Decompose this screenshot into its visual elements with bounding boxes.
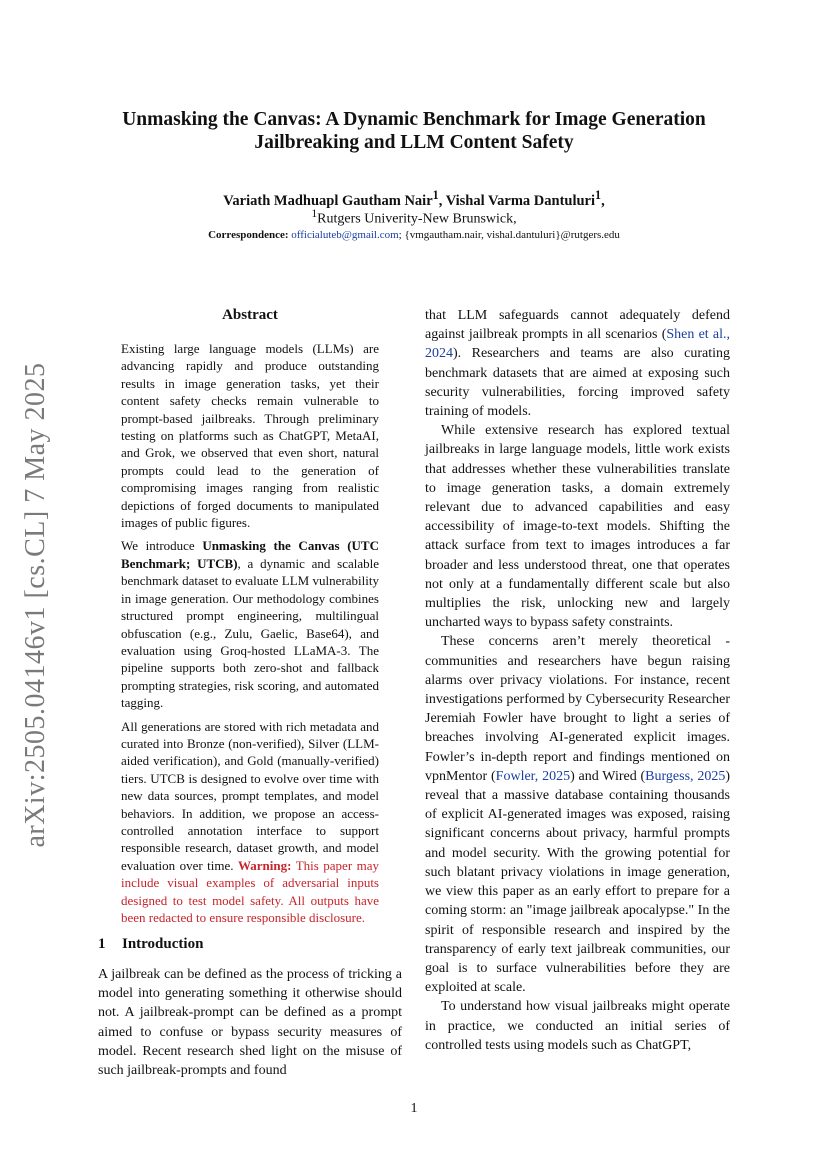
title-line-2: Jailbreaking and LLM Content Safety xyxy=(254,132,574,153)
author-2: Vishal Varma Dantuluri xyxy=(445,192,596,209)
correspondence-line xyxy=(80,229,748,241)
correspondence-email-link[interactable]: officialuteb@gmail.com xyxy=(291,229,399,241)
right-p1-rest: ). Researchers and teams are also curating benchmark datasets that are aimed at exposing such security vulnerabilities, forcing improved safety training of models. xyxy=(425,346,730,420)
citation-shen[interactable]: Shen et al., 2024 xyxy=(425,327,730,362)
title-line-1: Unmasking the Canvas: A Dynamic Benchmark for Image Generation xyxy=(122,109,706,130)
section-title: Introduction xyxy=(122,936,204,952)
right-paragraph-2: While extensive research has explored textual jailbreaks in large language models, little work exists that addresses whether these vulnerabilities translate to image generation tasks, a domain extremely relevant due to advanced capabilities and easy accessibility of image-to-text models. Shifting the attack surface from text to images introduces a far broader and less understood threat, one that operates not only at a fundamentally different scale but also multiplies the risk, unlocking new and largely uncharted ways to bypass safety constraints. xyxy=(425,423,730,631)
correspondence-label: Correspondence: xyxy=(208,229,289,241)
abstract-body xyxy=(121,340,379,932)
affiliation xyxy=(80,207,748,228)
warning-text: This paper may include visual examples of adversarial inputs designed to test model safety. All outputs have been redacted to ensure responsible disclosure. xyxy=(121,857,379,925)
right-paragraph-3 xyxy=(425,632,730,997)
correspondence-emails: ; {vmgautham.nair, vishal.dantuluri}@rutgers.edu xyxy=(398,229,620,241)
right-p3-rest: ) reveal that a massive database containing thousands of explicit AI-generated images was exposed, raising significant concerns about privacy, harmful prompts and model security. With the growing potential for such blatant privacy violations in image generation, we view this paper as an early effort to prepare for a coming storm: an "image jailbreak apocalypse." In the spirit of responsible research and inspired by the transparency of early text jailbreak communities, our goal is to surface vulnerabilities before they are exploited at scale. xyxy=(425,768,730,996)
warning-label: Warning: xyxy=(238,857,292,873)
abstract-heading: Abstract xyxy=(222,307,278,323)
citation-burgess[interactable]: Burgess, 2025 xyxy=(645,768,726,784)
right-column-body xyxy=(425,306,730,1055)
affiliation-mark: 1 xyxy=(311,207,318,220)
abstract-paragraph-3 xyxy=(121,718,379,927)
abstract-p3-body: All generations are stored with rich metadata and curated into Bronze (non-verified), Silver (LLM-aided verification), and Gold (manually-verified) tiers. UTCB is designed to evolve over time with new data sources, prompt templates, and model behaviors. In addition, we propose an access-controlled annotation interface to support responsible research, dataset growth, and model evaluation over time. xyxy=(121,718,379,873)
right-p1-text: that LLM safeguards cannot adequately defend against jailbreak prompts in all scenarios ( xyxy=(425,308,730,343)
arxiv-id-label: arXiv:2505.04146v1 [cs.CL] 7 May 2025 xyxy=(20,362,51,848)
right-paragraph-1 xyxy=(425,306,730,421)
author-1-affil-mark: 1 xyxy=(432,188,439,202)
introduction-body xyxy=(98,965,402,1080)
author-2-affil-mark: 1 xyxy=(595,188,602,202)
author-1: Variath Madhuapl Gautham Nair xyxy=(223,192,433,209)
abstract-p2-intro: We introduce xyxy=(121,538,203,554)
page-number: 1 xyxy=(410,1101,418,1116)
benchmark-name: Unmasking the Canvas (UTC Benchmark; UTCB) xyxy=(121,538,379,571)
abstract-p2-body: , a dynamic and scalable benchmark dataset to evaluate LLM vulnerability in image generation. Our methodology combines structured prompt engineering, multilingual obfuscation (e.g., Zulu, Gaelic, Base64), and evaluation using Groq-hosted LLaMA-3. The pipeline supports both zero-shot and fallback prompting strategies, risk scoring, and automated tagging. xyxy=(121,555,380,711)
section-number: 1 xyxy=(98,936,106,952)
right-p3-text: These concerns aren’t merely theoretical - communities and researchers have begun raising alarms over privacy violations. For instance, recent investigations performed by Cybersecurity Researcher Jeremiah Fowler have brought to light a series of breaches involving AI-generated explicit images. Fowler’s in-depth report and findings mentioned on vpnMentor ( xyxy=(425,634,730,784)
affiliation-name: Rutgers Univerity-New Brunswick, xyxy=(317,211,517,227)
intro-paragraph-1: A jailbreak can be defined as the process of tricking a model into generating something it otherwise should not. A jailbreak-prompt can be defined as a prompt aimed to confuse or bypass security measures of model. Recent research shed light on the misuse of such jailbreak-prompts and found xyxy=(98,967,402,1079)
abstract-paragraph-1: Existing large language models (LLMs) are advancing rapidly and produce outstanding results in image generation tasks, yet their content safety checks remain vulnerable to prompt-based jailbreaks. Through preliminary testing on platforms such as ChatGPT, MetaAI, and Grok, we observed that even short, natural prompts could lead to the generation of compromising images ranging from realistic depictions of forged documents to manipulated images of public figures. xyxy=(121,341,379,531)
paper-title xyxy=(80,108,748,154)
right-paragraph-4: To understand how visual jailbreaks might operate in practice, we conducted an initial series of controlled tests using models such as ChatGPT, xyxy=(425,999,730,1053)
abstract-paragraph-2 xyxy=(121,537,379,711)
citation-fowler[interactable]: Fowler, 2025 xyxy=(495,768,571,784)
author-list: Variath Madhuapl Gautham Nair$^1$, Vishal Varma Dantuluri$^1$, xyxy=(223,188,605,209)
section-heading-introduction xyxy=(98,936,398,953)
arxiv-sidebar-stamp xyxy=(16,362,56,848)
right-p3-mid: ) and Wired ( xyxy=(570,768,646,784)
